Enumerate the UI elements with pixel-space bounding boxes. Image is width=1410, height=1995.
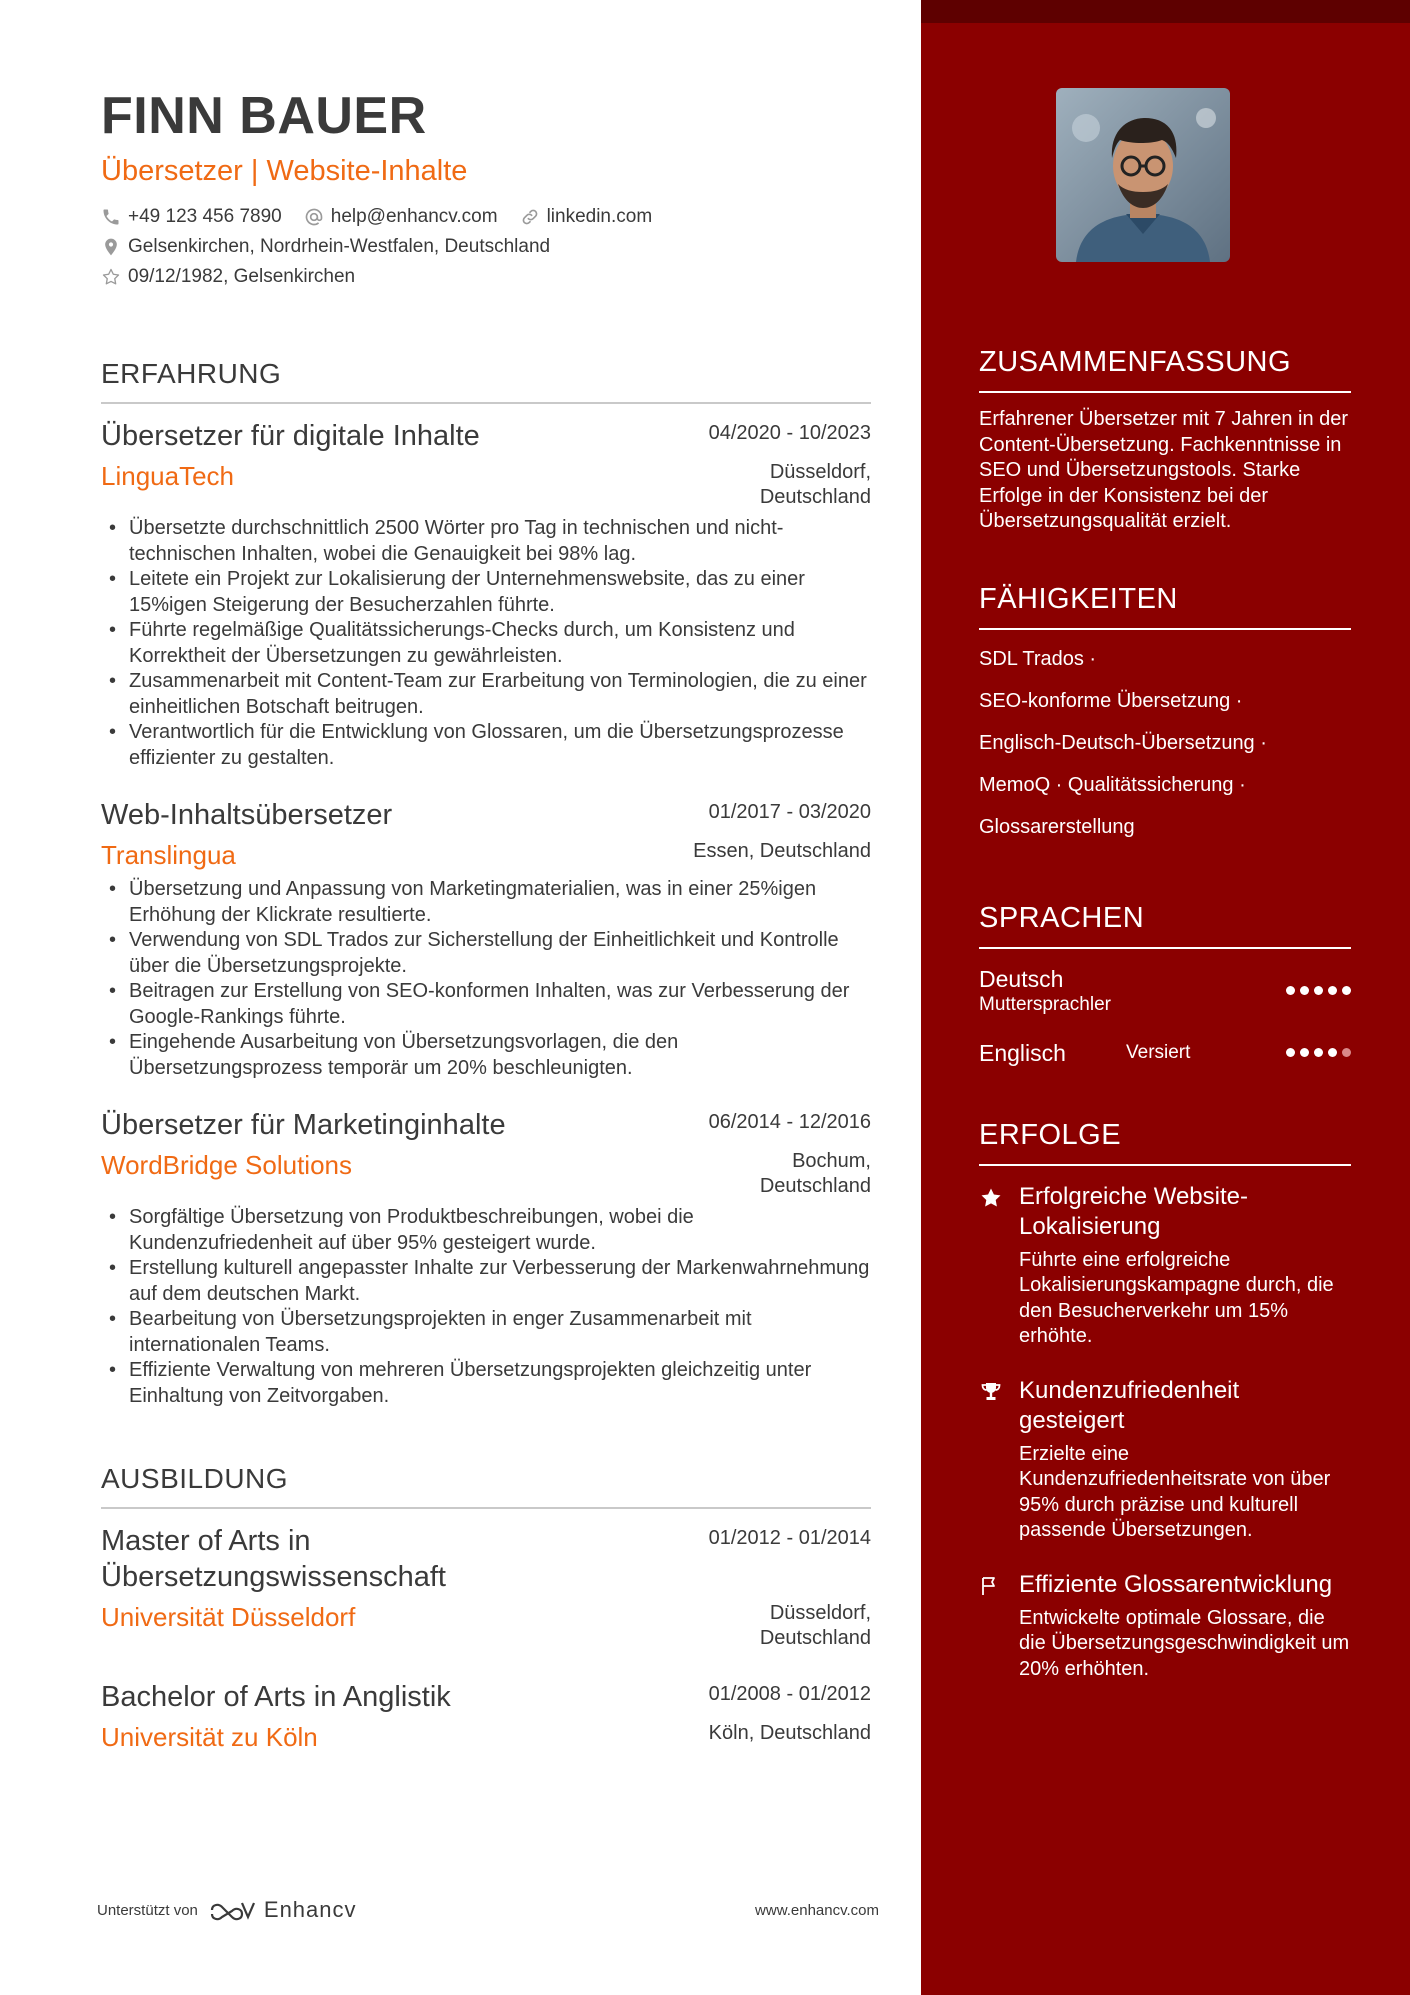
achievements-section xyxy=(979,1119,1351,1683)
job-location: Düsseldorf, Deutschland xyxy=(759,461,871,508)
contact-info xyxy=(101,202,871,292)
bullet: • Leitete ein Projekt zur Lokalisierung der Unternehmenswebsite, das zu einer 15%igen Steigerung der Besucherzahlen führte. xyxy=(101,567,871,618)
achievement-desc: Entwickelte optimale Glossare, die die Übersetzungsgeschwindigkeit um 20% erhöhten. xyxy=(1019,1606,1350,1680)
job-entry xyxy=(101,418,871,771)
bullet: • Zusammenarbeit mit Content-Team zur Erarbeitung von Terminologien, die zu einer einheitlichen Botschaft beitrugen. xyxy=(101,669,871,720)
location: Gelsenkirchen, Nordrhein-Westfalen, Deutschland xyxy=(128,236,551,257)
skill-item: Qualitätssicherung xyxy=(1067,773,1234,796)
summary-title: ZUSAMMENFASSUNG xyxy=(979,346,1351,393)
achievement-item xyxy=(979,1182,1351,1350)
brand-name: Enhancv xyxy=(263,1897,357,1922)
sidebar-top-bar xyxy=(921,0,1410,23)
language-level: Versiert xyxy=(1126,1041,1191,1063)
education-entry xyxy=(101,1523,871,1651)
education-dates: 01/2008 - 01/2012 xyxy=(708,1683,871,1705)
education-title: AUSBILDUNG xyxy=(101,1463,871,1509)
language-entry xyxy=(979,965,1351,1017)
company-name: LinguaTech xyxy=(101,461,234,491)
experience-title: ERFAHRUNG xyxy=(101,358,871,404)
job-dates: 01/2017 - 03/2020 xyxy=(708,801,871,823)
achievement-title: Erfolgreiche Website-Lokalisierung xyxy=(1019,1182,1248,1240)
enhancv-logo-icon xyxy=(208,1898,256,1922)
bullet: • Bearbeitung von Übersetzungsprojekten in enger Zusammenarbeit mit internationalen Teams. xyxy=(101,1307,871,1358)
rating-dot xyxy=(1342,1048,1351,1057)
rating-dot xyxy=(1300,986,1309,995)
bullet: • Eingehende Ausarbeitung von Übersetzungsvorlagen, die den Übersetzungsprozess temporär um 20% beschleunigten. xyxy=(101,1030,871,1081)
rating-dot xyxy=(1328,1048,1337,1057)
skills-section: FÄHIGKEITEN SDL Trados · SEO-konforme Übersetzung · Englisch-Deutsch-Übersetzung · MemoQ · Qualitätssicherung · Glossarerstellung xyxy=(979,583,1351,854)
rating-dot xyxy=(1286,1048,1295,1057)
phone-icon xyxy=(101,207,121,227)
languages-title: SPRACHEN xyxy=(979,902,1351,949)
email[interactable]: help@enhancv.com xyxy=(330,206,498,227)
phone[interactable]: +49 123 456 7890 xyxy=(128,206,282,227)
powered-by-label: Unterstützt von xyxy=(97,1901,198,1919)
job-entry xyxy=(101,797,871,1081)
summary-text: Erfahrener Übersetzer mit 7 Jahren in der Content-Übersetzung. Fachkenntnisse in SEO und Übersetzungstools. Starke Erfolge in der Konsistenz bei der Übersetzungsqualität erzielt. xyxy=(979,408,1349,532)
achievement-title: Effiziente Glossarentwicklung xyxy=(1019,1570,1333,1598)
job-title: Web-Inhaltsübersetzer xyxy=(101,799,393,831)
bullet: • Verantwortlich für die Entwicklung von Glossaren, um die Übersetzungsprozesse effizienter zu gestalten. xyxy=(101,720,871,771)
headline: Übersetzer | Website-Inhalte xyxy=(101,155,468,187)
at-icon xyxy=(304,207,324,227)
birth-info: 09/12/1982, Gelsenkirchen xyxy=(128,266,356,287)
company-name: Translingua xyxy=(101,840,236,870)
footer xyxy=(97,1897,879,1923)
language-rating xyxy=(1281,1048,1351,1057)
bullet: • Sorgfältige Übersetzung von Produktbeschreibungen, wobei die Kundenzufriedenheit auf über 95% gesteigert wurde. xyxy=(101,1205,871,1256)
footer-url[interactable]: www.enhancv.com xyxy=(755,1901,879,1919)
achievement-title: Kundenzufriedenheit gesteigert xyxy=(1019,1376,1240,1434)
skill-item: Englisch-Deutsch-Übersetzung xyxy=(979,731,1255,754)
rating-dot xyxy=(1314,1048,1323,1057)
job-bullets xyxy=(101,1205,871,1409)
bullet: • Übersetzung und Anpassung von Marketingmaterialien, was in einer 25%igen Erhöhung der Klickrate resultierte. xyxy=(101,877,871,928)
job-dates: 04/2020 - 10/2023 xyxy=(708,422,871,444)
degree: Bachelor of Arts in Anglistik xyxy=(101,1681,451,1713)
job-title: Übersetzer für digitale Inhalte xyxy=(101,420,480,452)
sidebar xyxy=(921,0,1410,1995)
location-pin-icon xyxy=(101,237,121,257)
company-name: WordBridge Solutions xyxy=(101,1150,352,1180)
job-title: Übersetzer für Marketinginhalte xyxy=(101,1109,506,1141)
website[interactable]: linkedin.com xyxy=(546,206,653,227)
skill-item: SEO-konforme Übersetzung xyxy=(979,689,1231,712)
sidebar-content xyxy=(979,346,1351,1682)
job-dates: 06/2014 - 12/2016 xyxy=(708,1111,871,1133)
bullet: • Beitragen zur Erstellung von SEO-konformen Inhalten, was zur Verbesserung der Google-Rankings führte. xyxy=(101,979,871,1030)
flag-icon xyxy=(979,1574,1003,1598)
link-icon xyxy=(520,207,540,227)
star-icon xyxy=(979,1186,1003,1210)
rating-dot xyxy=(1314,986,1323,995)
skills-title: FÄHIGKEITEN xyxy=(979,583,1351,630)
experience-section xyxy=(101,358,871,1409)
education-entry xyxy=(101,1679,871,1753)
summary-section xyxy=(979,346,1351,535)
language-level: Muttersprachler xyxy=(979,993,1111,1015)
degree: Master of Arts in Übersetzungswissenschaft xyxy=(101,1525,446,1593)
job-entry xyxy=(101,1107,871,1409)
bullet: • Erstellung kulturell angepasster Inhalte zur Verbesserung der Markenwahrnehmung auf dem deutschen Markt. xyxy=(101,1256,871,1307)
achievement-desc: Erzielte eine Kundenzufriedenheitsrate von über 95% durch präzise und kulturell passende Übersetzungen. xyxy=(1019,1442,1331,1541)
education-section xyxy=(101,1463,871,1753)
rating-dot xyxy=(1300,1048,1309,1057)
education-location: Köln, Deutschland xyxy=(708,1722,871,1744)
main-column xyxy=(101,88,871,1753)
skill-item: MemoQ xyxy=(979,773,1051,796)
candidate-name: FINN BAUER xyxy=(101,87,427,145)
skill-item: Glossarerstellung xyxy=(979,815,1135,838)
language-name: Deutsch xyxy=(979,965,1064,992)
languages-section xyxy=(979,902,1351,1067)
bullet: • Effiziente Verwaltung von mehreren Übersetzungsprojekten gleichzeitig unter Einhaltung von Zeitvorgaben. xyxy=(101,1358,871,1409)
language-entry xyxy=(979,1039,1351,1067)
education-dates: 01/2012 - 01/2014 xyxy=(708,1527,871,1549)
education-location: Düsseldorf, Deutschland xyxy=(759,1602,871,1649)
school-name: Universität Düsseldorf xyxy=(101,1602,356,1632)
job-location: Bochum, Deutschland xyxy=(759,1150,871,1197)
job-location: Essen, Deutschland xyxy=(693,840,871,862)
profile-photo xyxy=(1056,88,1230,262)
achievement-item xyxy=(979,1570,1351,1683)
trophy-icon xyxy=(979,1380,1003,1404)
skill-item: SDL Trados xyxy=(979,647,1084,670)
rating-dot xyxy=(1342,986,1351,995)
bullet: • Verwendung von SDL Trados zur Sicherstellung der Einheitlichkeit und Kontrolle über die Übersetzungsprojekte. xyxy=(101,928,871,979)
job-bullets xyxy=(101,516,871,771)
achievement-desc: Führte eine erfolgreiche Lokalisierungskampagne durch, die den Besucherverkehr um 15% erhöhte. xyxy=(1019,1248,1334,1347)
bullet: • Übersetzte durchschnittlich 2500 Wörter pro Tag in technischen und nicht-technischen Inhalten, wobei die Genauigkeit bei 98% lag. xyxy=(101,516,871,567)
language-name: Englisch xyxy=(979,1039,1066,1066)
achievement-item xyxy=(979,1376,1351,1544)
rating-dot xyxy=(1286,986,1295,995)
rating-dot xyxy=(1328,986,1337,995)
achievements-title: ERFOLGE xyxy=(979,1119,1351,1166)
star-outline-icon xyxy=(101,267,121,287)
language-rating xyxy=(1281,986,1351,995)
school-name: Universität zu Köln xyxy=(101,1722,318,1752)
job-bullets xyxy=(101,877,871,1081)
bullet: • Führte regelmäßige Qualitätssicherungs-Checks durch, um Konsistenz und Korrektheit der Übersetzungen zu gewährleisten. xyxy=(101,618,871,669)
